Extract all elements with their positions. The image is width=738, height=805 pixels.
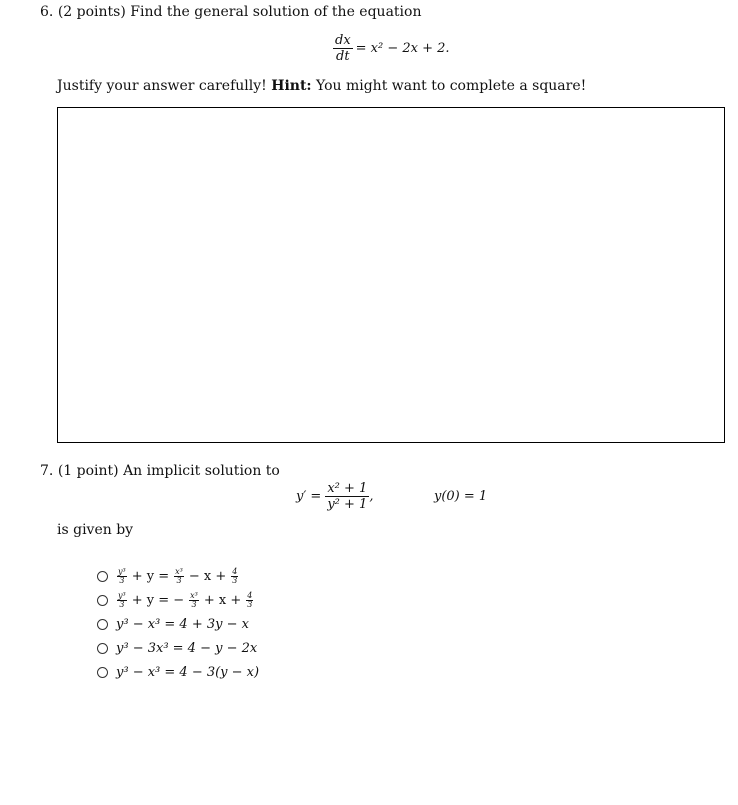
q7-fraction: $\frac{\text{x² + 1}}{\text{y² + 1}}$	[327, 481, 368, 512]
radio-button[interactable]	[97, 667, 108, 678]
q7-option-e[interactable]: y³ − x³ = 4 − 3(y − x)	[97, 660, 259, 684]
radio-button[interactable]	[97, 571, 108, 582]
radio-button[interactable]	[97, 595, 108, 606]
q6-hint-line	[57, 77, 586, 95]
q7-number: 7.	[40, 463, 54, 479]
q6-hint-text: You might want to complete a square!	[316, 78, 587, 94]
q6-justify: Justify your answer carefully!	[57, 78, 267, 94]
q7-given-by: is given by	[57, 522, 134, 538]
q6-points: (2 points)	[57, 4, 126, 20]
q7-lhs: y′ =	[296, 489, 322, 504]
q6-prompt: Find the general solution of the equation	[130, 4, 422, 20]
q6-hint-label: Hint:	[271, 78, 312, 94]
q7-option-c[interactable]: y³ − x³ = 4 + 3y − x	[97, 612, 259, 636]
q7-points: (1 point)	[57, 463, 119, 479]
q7-option-b[interactable]: y³ 3 + y = − $\frac{\text{x³}}{3}$ + x + $\frac{4}{3}$	[97, 588, 259, 612]
q6-equation	[333, 33, 450, 64]
q7-equation	[296, 481, 373, 512]
radio-button[interactable]	[97, 619, 108, 630]
q6-heading	[40, 3, 421, 21]
radio-button[interactable]	[97, 643, 108, 654]
q7-prompt: An implicit solution to	[123, 463, 280, 479]
q7-initial-condition: y(0) = 1	[434, 489, 488, 504]
q6-answer-box[interactable]	[57, 107, 725, 443]
q7-options	[97, 564, 259, 684]
q7-option-d[interactable]: y³ − 3x³ = 4 − y − 2x	[97, 636, 259, 660]
q7-option-a[interactable]: y³ 3 + y = $\frac{\text{x³}}{3}$ − x + $\frac{4}{3}$	[97, 564, 259, 588]
q7-heading	[40, 462, 280, 480]
q6-rhs: = x² − 2x + 2.	[355, 41, 450, 56]
q7-comma: ,	[369, 489, 374, 504]
q6-number: 6.	[40, 4, 54, 20]
q6-derivative: $\frac{dx}{dt}$	[335, 33, 351, 64]
